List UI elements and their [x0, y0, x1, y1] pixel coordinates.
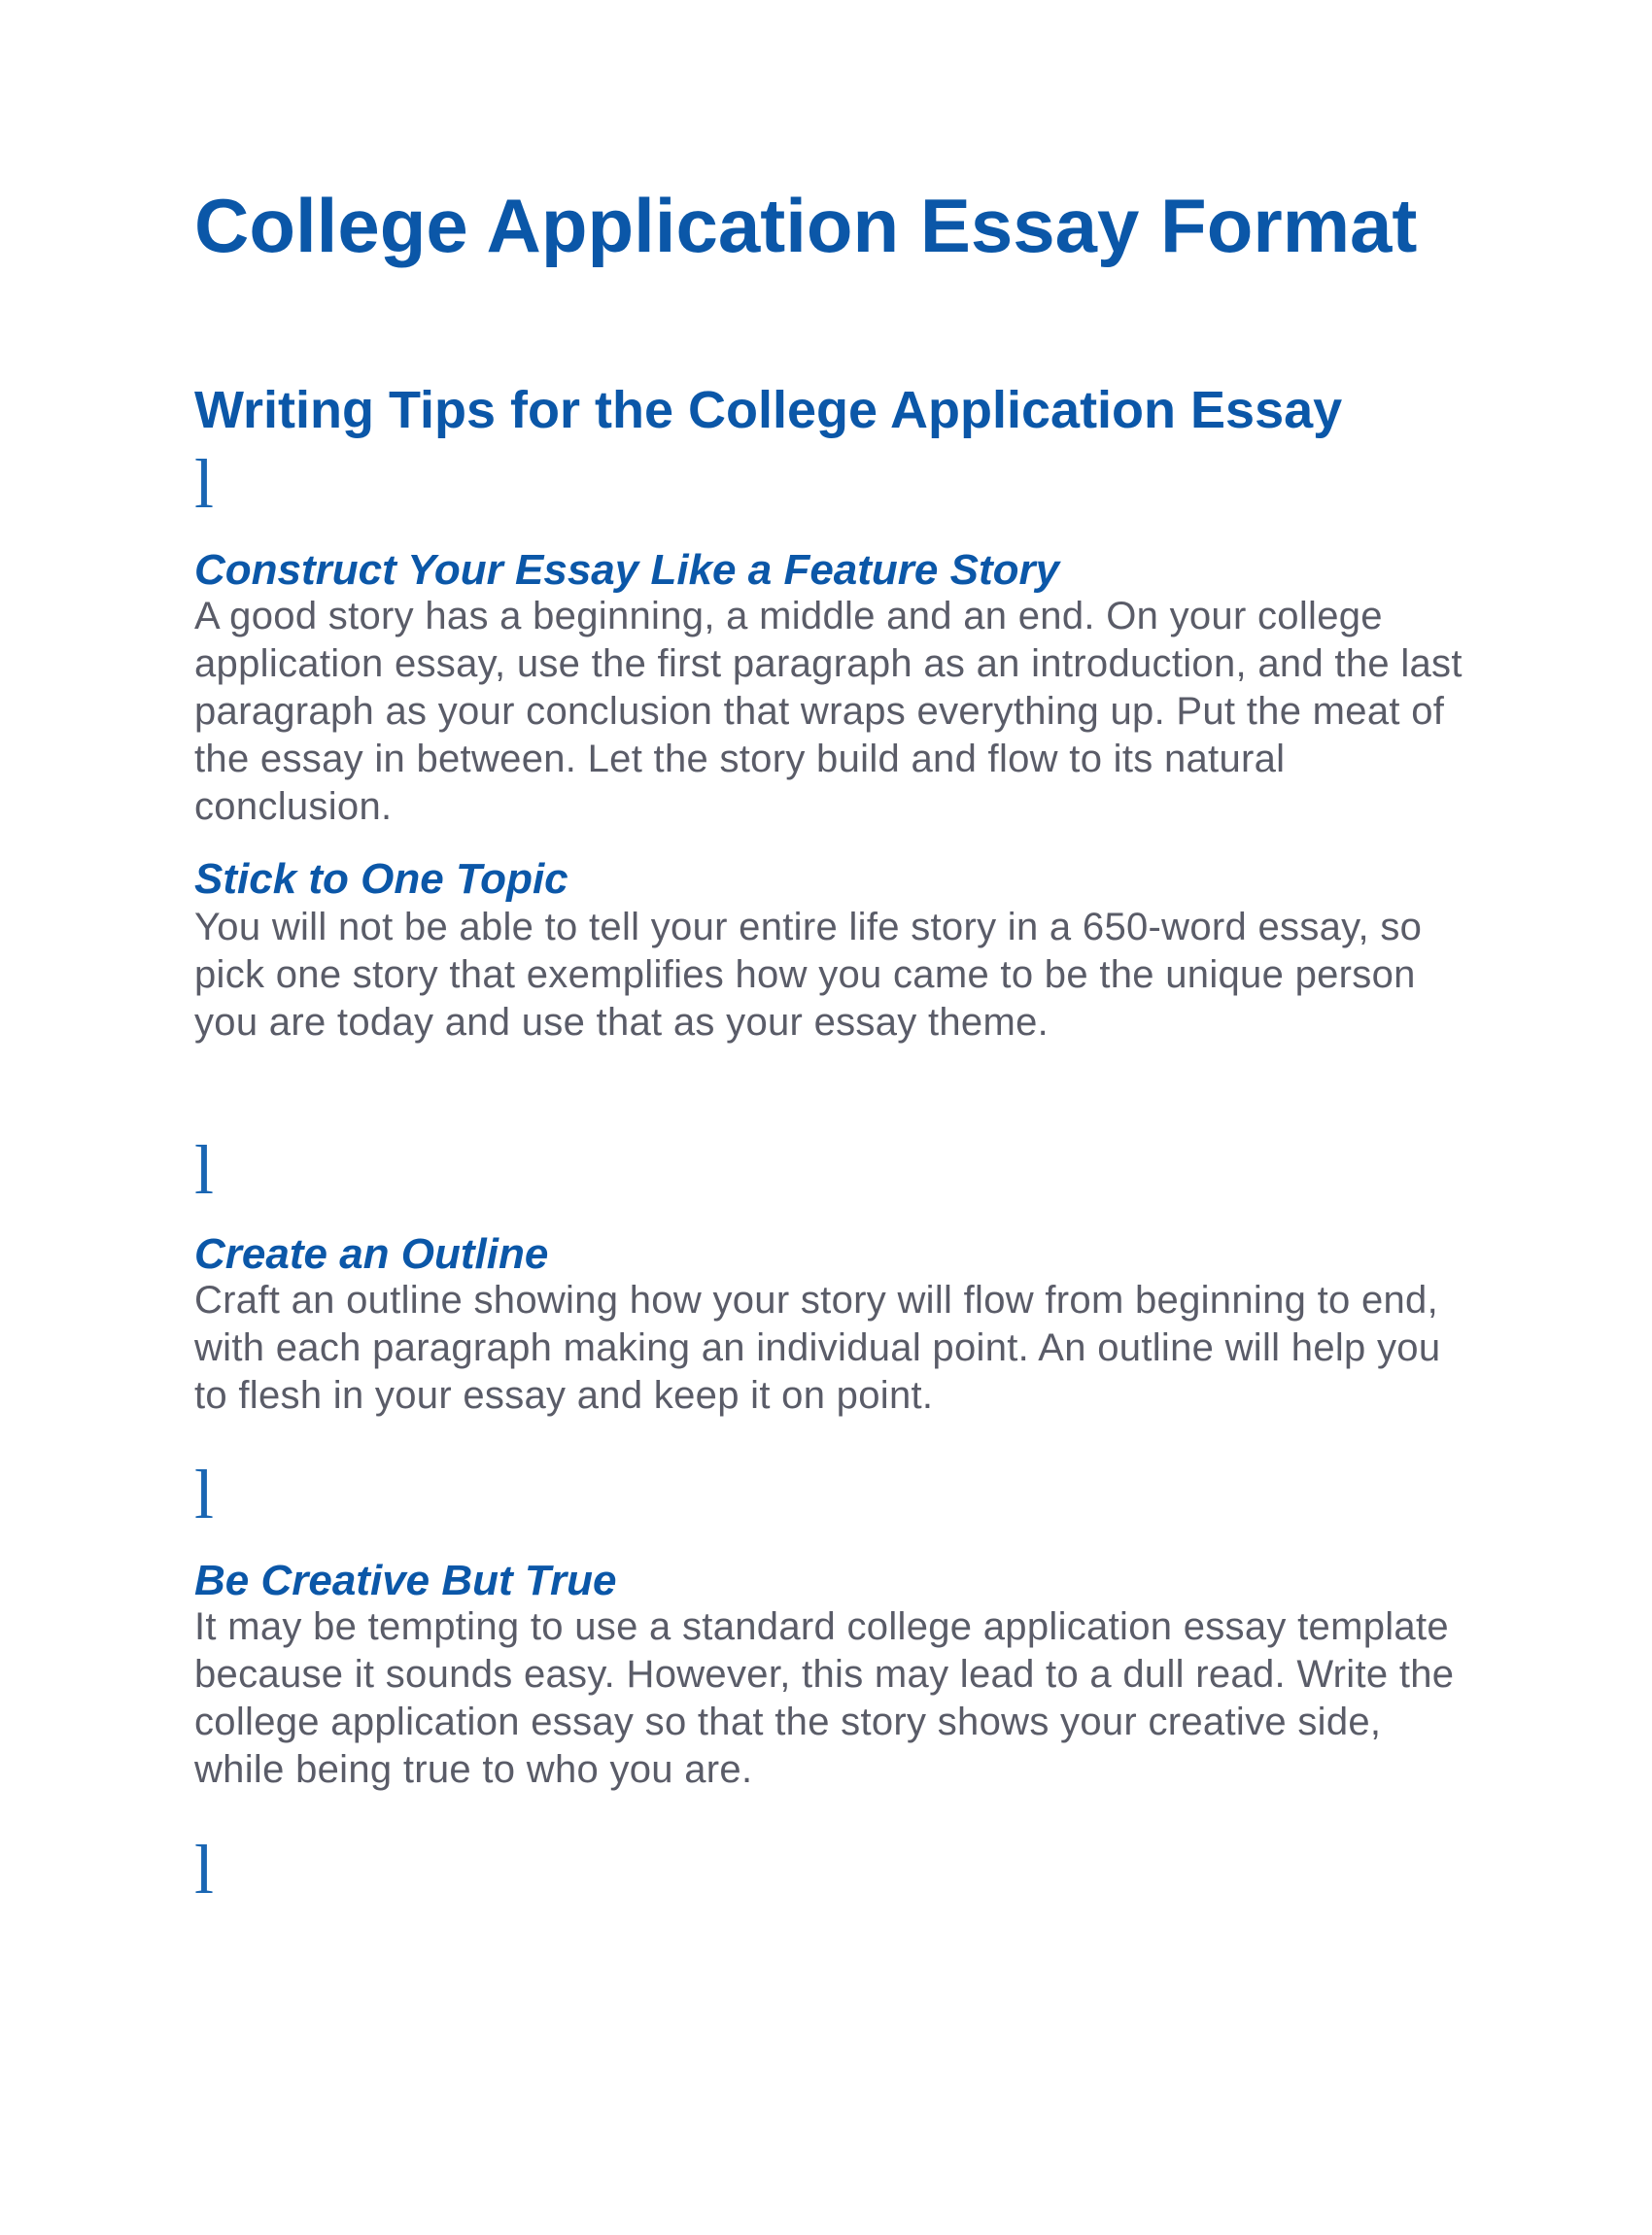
section-body-outline: Craft an outline showing how your story will flow from beginning to end, with each paragraph making an individual point. An outline will help you to flesh in your essay and keep it on point.	[194, 1279, 1441, 1417]
section-marker-icon: l	[194, 1456, 215, 1533]
section-heading-outline: Create an Outline	[194, 1230, 549, 1278]
section-body-feature-story: A good story has a beginning, a middle and an end. On your college application essay, use the first paragraph as an introduction, and the last paragraph as your conclusion that wraps everything up. Put the meat of the essay in between. Let the story build and flow to its natural conclusion.	[194, 595, 1463, 828]
section-heading-creative: Be Creative But True	[194, 1557, 617, 1604]
section-marker-icon: l	[194, 1831, 215, 1908]
section-heading-one-topic: Stick to One Topic	[194, 855, 568, 903]
section-body-creative: It may be tempting to use a standard college application essay template because it sounds easy. However, this may lead to a dull read. Write the college application essay so that the story shows your creative side, while being true to who you are.	[194, 1605, 1455, 1791]
section-body-one-topic: You will not be able to tell your entire life story in a 650-word essay, so pick one story that exemplifies how you came to be the unique person you are today and use that as your essay theme.	[194, 906, 1423, 1044]
section-marker-icon: l	[194, 1131, 215, 1209]
page-subtitle: Writing Tips for the College Application Essay	[194, 381, 1343, 439]
section-marker-icon: l	[194, 445, 215, 523]
page-title: College Application Essay Format	[194, 183, 1418, 268]
section-heading-feature-story: Construct Your Essay Like a Feature Story	[194, 546, 1060, 594]
